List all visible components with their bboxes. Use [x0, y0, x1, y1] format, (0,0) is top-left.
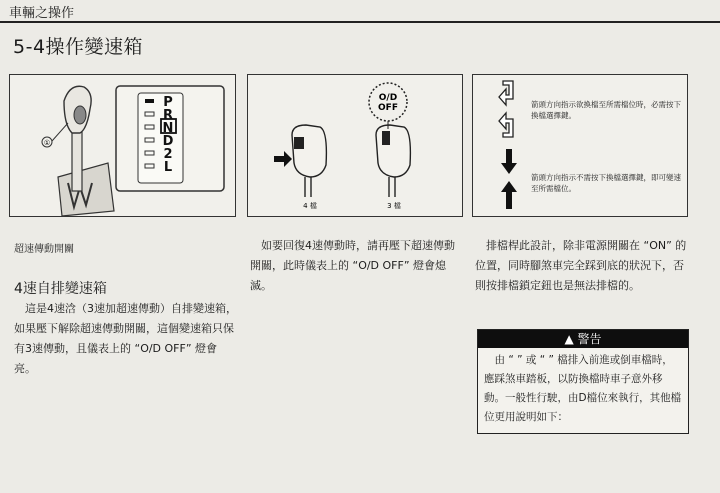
paragraph-col1: 這是4速浛（3速加超速傳動）自排變速箱，如果壓下解除超速傳動開關，這個變速箱只保有3速傳動，且儀表上的 “O/D OFF” 燈會亮。: [14, 302, 237, 375]
od-badge-line1: O/D: [378, 93, 398, 103]
solid-arrow-down-icon: [501, 149, 517, 174]
caption-overdrive-switch: 超速傳動開關: [14, 244, 74, 255]
figure-shift-lever: [9, 74, 236, 217]
warning-triangle-icon: ▲: [564, 332, 578, 346]
od-switch-illustration: [248, 75, 462, 216]
arrow-legend-illustration: [473, 75, 687, 216]
od-badge-line2: OFF: [378, 103, 398, 113]
paragraph-col3: 排檔桿此設計，除非電源開關在 “ON” 的位置，同時腳煞車完全踩到底的狀況下，否則按排檔鎖定鈕也是無法排檔的。: [475, 239, 687, 292]
shift-lever-illustration: [10, 75, 235, 216]
gear-r: R: [162, 108, 174, 123]
outline-arrow-up-icon: [499, 113, 513, 137]
outline-arrow-down-icon: [499, 81, 513, 105]
section-header: 車輛之操作: [9, 6, 75, 21]
figure-arrow-legend: [472, 74, 688, 217]
gear-p: P: [163, 95, 173, 110]
warning-box: [477, 329, 689, 434]
heading-4speed-auto: 4速自排變速箱: [14, 281, 107, 297]
callout-marker: ①: [43, 139, 51, 147]
page-title: 5-4操作變速箱: [13, 36, 144, 58]
label-4th-gear: 4 檔: [303, 202, 317, 210]
warning-text: 由 “ ” 或 “ ” 檔排入前進或倒車檔時，應踩煞車踏板，以防換檔時車子意外移動。一般性行駛，由D檔位來執行，其他檔位更用說明如下：: [484, 354, 682, 423]
gear-l: L: [163, 160, 173, 175]
label-3rd-gear: 3 檔: [387, 202, 401, 210]
figure-od-switch: [247, 74, 463, 217]
header-rule: [0, 21, 720, 23]
warning-title: 警告: [577, 332, 602, 346]
solid-arrow-up-icon: [501, 181, 517, 209]
legend-text-solid: 箭頭方向指示不需按下換檔選擇鍵，即可變速至所需檔位。: [531, 173, 681, 193]
gear-2: 2: [163, 147, 173, 162]
legend-text-outline: 箭頭方向指示欲換檔至所需檔位時，必需按下換檔選擇鍵。: [531, 100, 681, 120]
gear-d: D: [162, 134, 174, 149]
gear-n: N: [162, 121, 174, 136]
paragraph-col2: 如要回復4速傳動時，請再壓下超速傳動開關，此時儀表上的 “O/D OFF” 燈會熄滅。: [250, 239, 455, 292]
warning-header: [478, 330, 688, 348]
